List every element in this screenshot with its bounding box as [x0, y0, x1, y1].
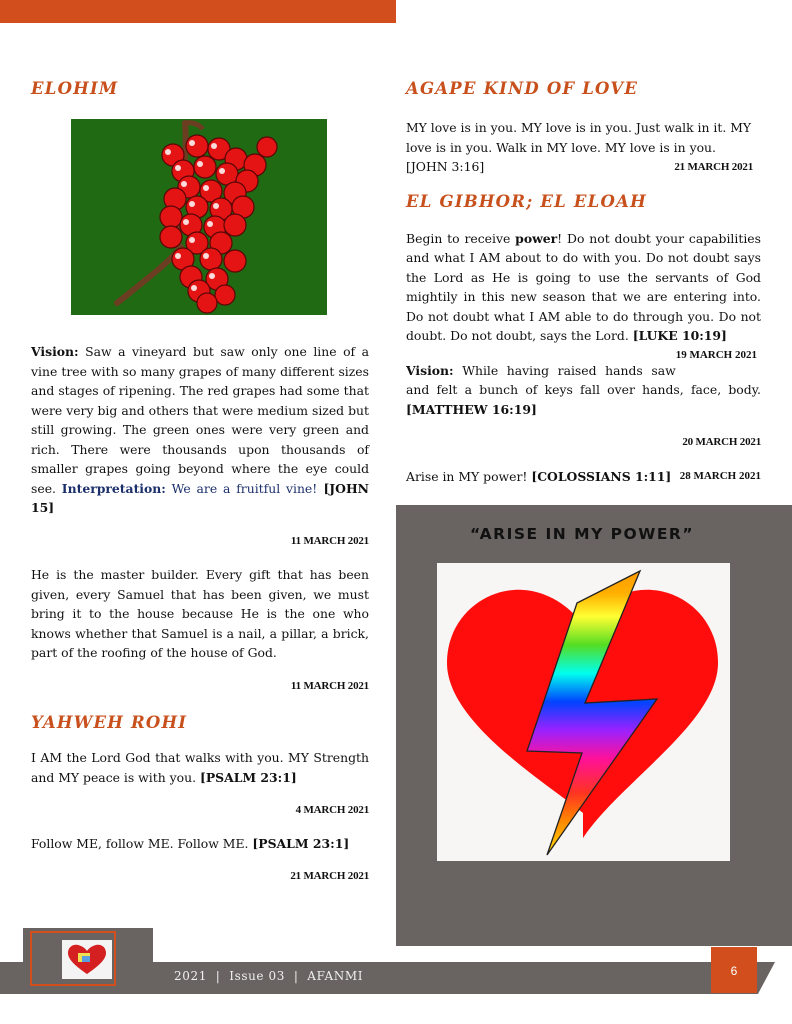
gibhor-paragraph [406, 229, 761, 361]
heading-yahweh-rohi: YAHWEH ROHI [31, 713, 188, 732]
heading-agape: AGAPE KIND OF LOVE [406, 79, 639, 98]
arise-reference: [COLOSSIANS 1:11] [531, 468, 672, 484]
vision-text: Saw a vineyard but saw only one line of a vine tree with so many grapes of many different sizes and stages of ripening. The red grapes had some that were very big and others that were medium sized but still growing. The green ones were very green and rich. There were thousands upon thousands of smaller grapes going beyond where the eye could see. [31, 344, 369, 496]
agape-paragraph: MY love is in you. MY love is in you. Just walk in it. MY love is in you. Walk in MY love. MY love is in you. [JOHN 3:16] [406, 120, 752, 174]
gibhor-text-b: ! Do not doubt your capabilities and what I AM about to do with you. Do not doubt says the Lord as He is going to use the servants of God mightily in this new season that we are entering into. Do not doubt what I AM able to do through you. Do not doubt. Do not doubt, says the Lord. [406, 230, 761, 343]
date-label: 4 MARCH 2021 [295, 804, 369, 816]
arise-text: Arise in MY power! [406, 468, 532, 484]
heading-elohim: ELOHIM [31, 79, 119, 98]
panel-title: “ARISE IN MY POWER” [469, 525, 695, 543]
gibhor-reference: [LUKE 10:19] [632, 328, 727, 343]
grape-vine-image [71, 119, 327, 315]
date-label: 21 MARCH 2021 [674, 160, 753, 173]
date-label: 19 MARCH 2021 [675, 348, 757, 361]
vision2-text: While having raised hands saw and felt a bunch of keys fall over hands, face, body. [406, 362, 761, 397]
vision-label: Vision: [31, 344, 79, 359]
vision2-label: Vision: [406, 362, 454, 378]
rohi-reference-2: [PSALM 23:1] [252, 835, 350, 851]
grapes-illustration [71, 119, 327, 315]
rohi-text-1: I AM the Lord God that walks with you. MY Strength and MY peace is with you. [31, 750, 369, 785]
heart-illustration [437, 563, 730, 861]
vision2-paragraph [406, 361, 761, 420]
vision2-reference: [MATTHEW 16:19] [406, 401, 537, 417]
rohi-paragraph-2 [31, 834, 369, 854]
left-column [31, 78, 369, 887]
feature-panel [396, 505, 792, 946]
date-label: 21 MARCH 2021 [290, 870, 369, 882]
rohi-reference-1: [PSALM 23:1] [199, 769, 297, 785]
date-label: 11 MARCH 2021 [290, 534, 369, 547]
rohi-paragraph-1 [31, 748, 369, 787]
date-label: 20 MARCH 2021 [682, 436, 761, 448]
top-accent-bar [0, 0, 396, 23]
heart-logo-icon [62, 940, 112, 979]
page-number: 6 [711, 947, 757, 993]
arise-paragraph [406, 467, 761, 487]
heading-el-gibhor: EL GIBHOR; EL ELOAH [406, 191, 647, 211]
rohi-text-2: Follow ME, follow ME. Follow ME. [31, 835, 253, 851]
date-label: 11 MARCH 2021 [290, 679, 369, 692]
footer-issue-text: 2021 | Issue 03 | AFANMI [174, 969, 364, 983]
rainbow-bolt-heart-image [437, 563, 730, 861]
right-column [406, 78, 761, 486]
vision-paragraph [31, 342, 369, 518]
interpretation-label: Interpretation: [61, 480, 166, 496]
interpretation-text: We are a fruitful vine! [165, 480, 318, 496]
logo [62, 940, 112, 979]
builder-paragraph: He is the master builder. Every gift that has been given, every Samuel that has been given, we must bring it to the house because He is the one who knows whether that Samuel is a nail, a pillar, a brick, part of the roofing of the house of God. [31, 567, 369, 660]
gibhor-text-a: Begin to receive [406, 230, 516, 246]
date-label: 28 MARCH 2021 [679, 469, 761, 482]
vision-reference: [JOHN 15] [31, 480, 369, 515]
gibhor-power: power [515, 230, 558, 246]
